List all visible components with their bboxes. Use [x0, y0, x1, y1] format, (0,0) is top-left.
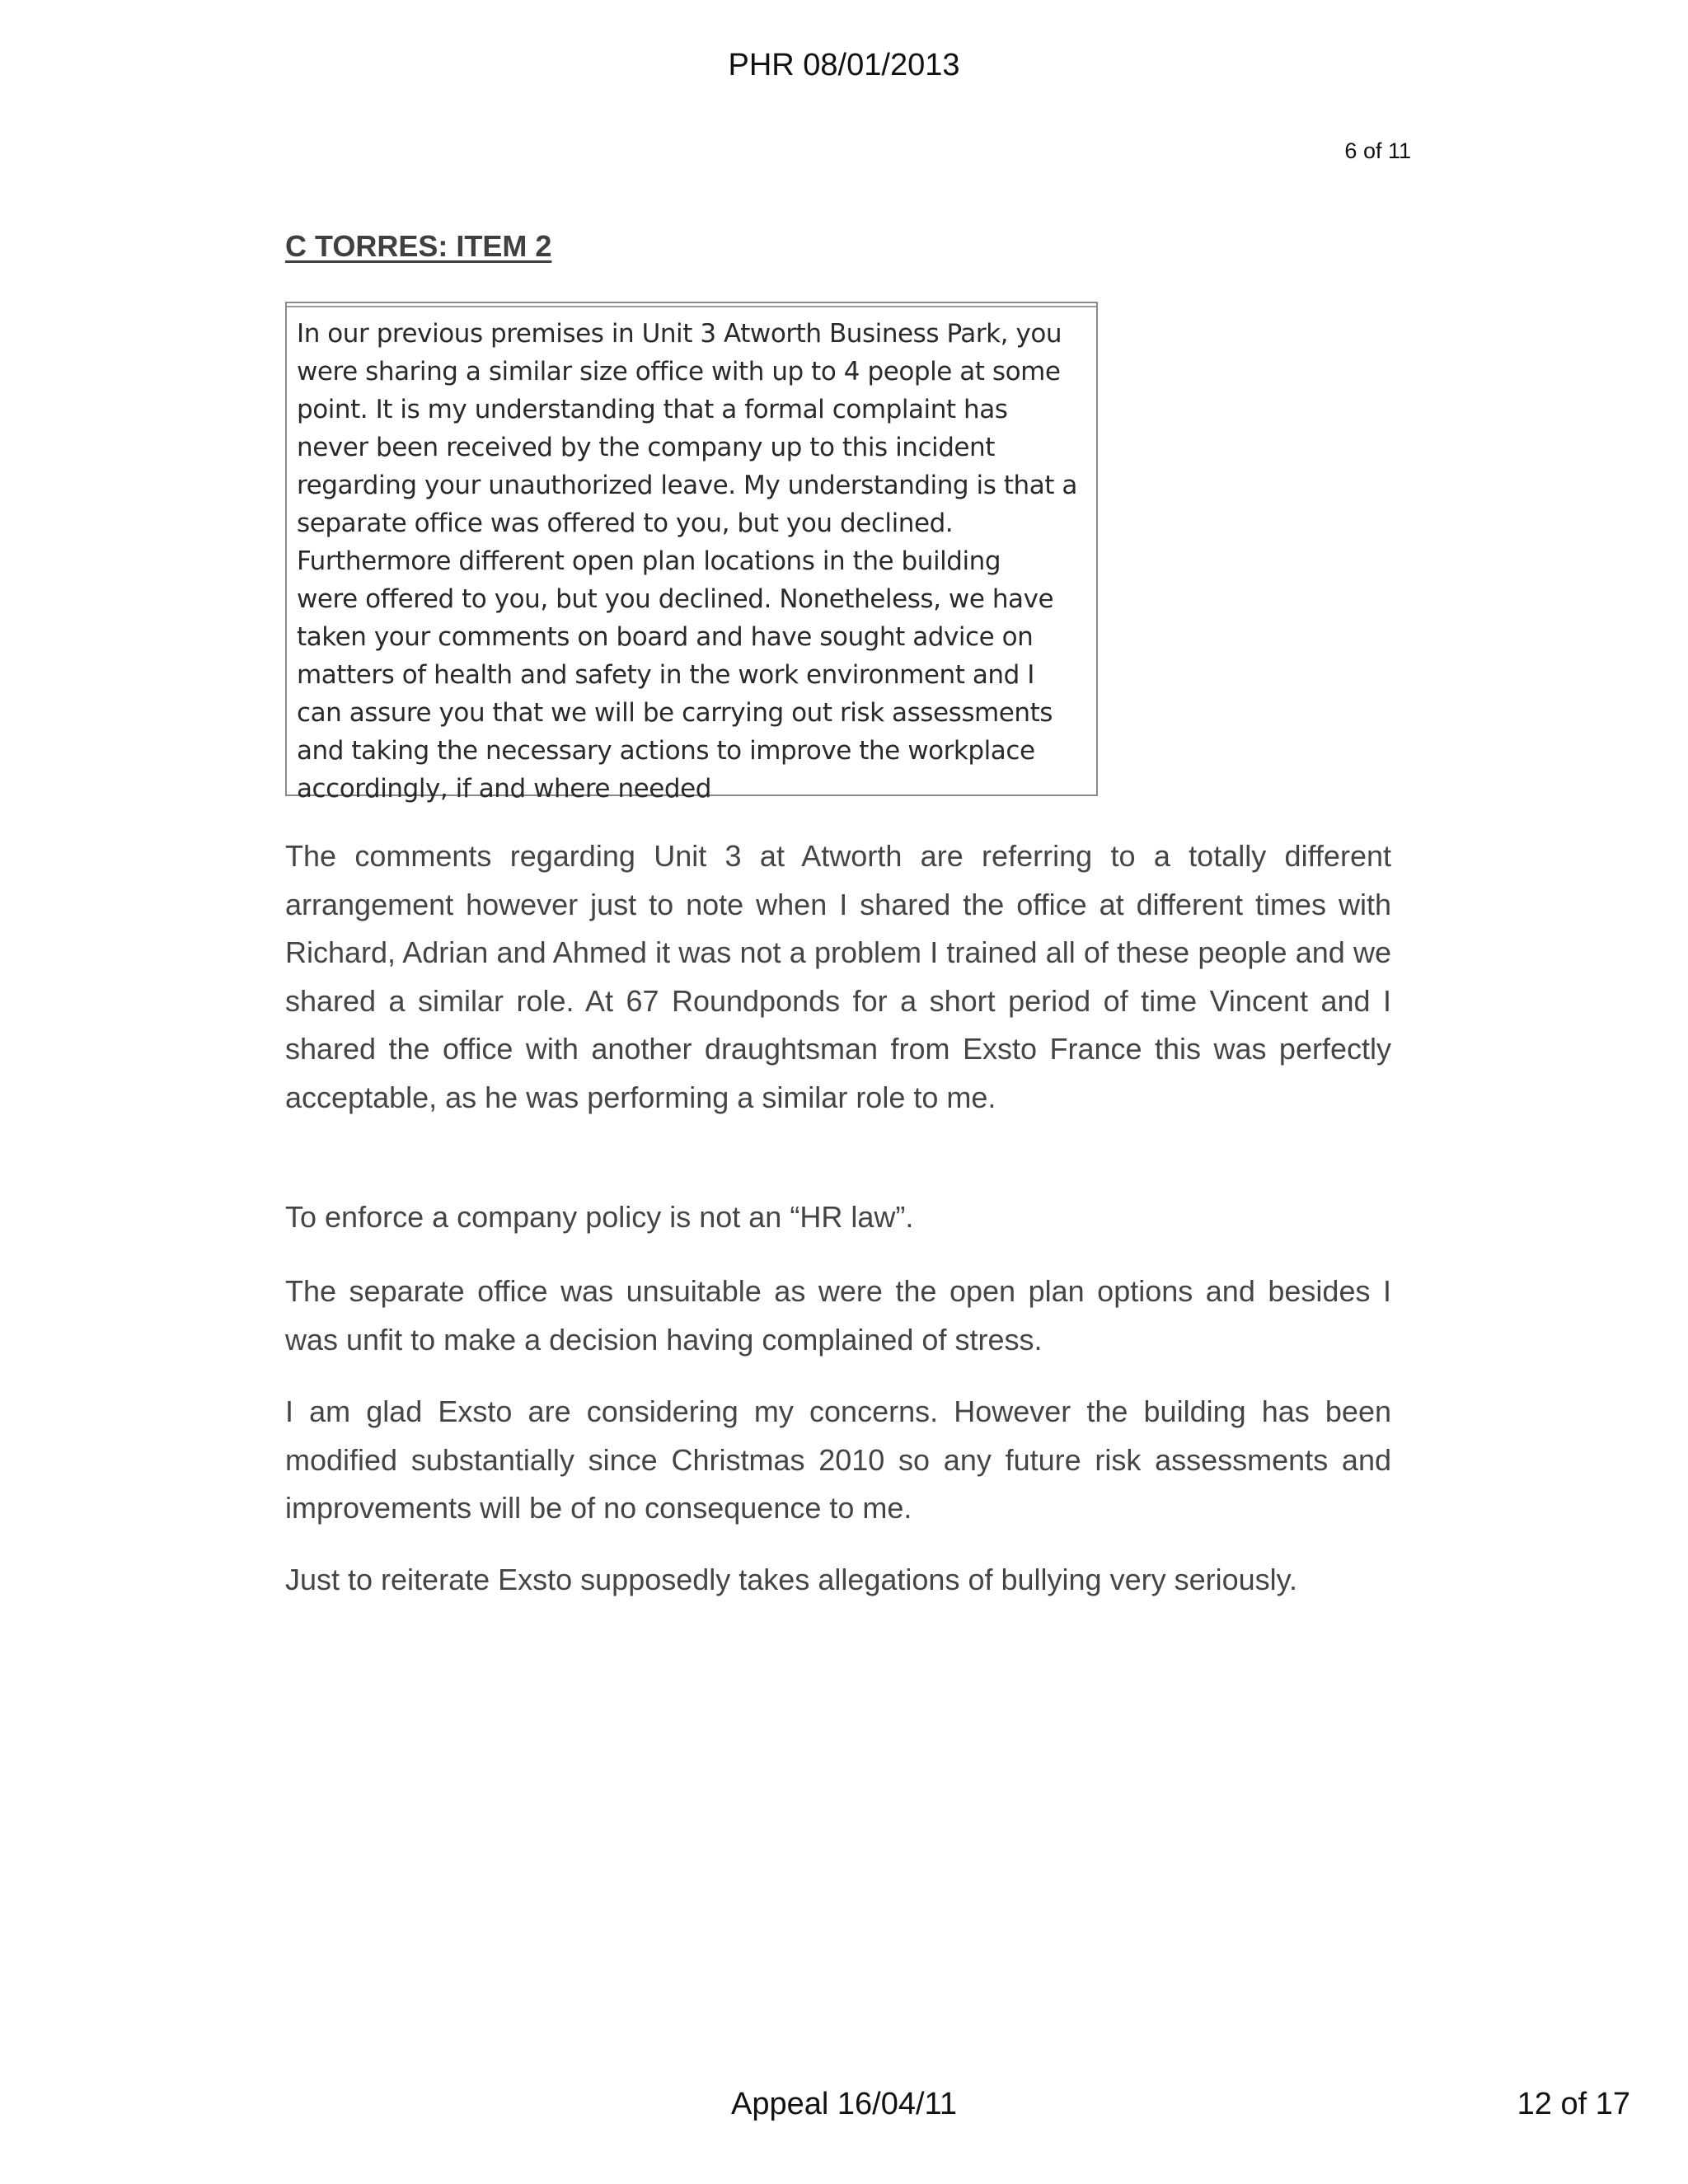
- response-paragraph-4: I am glad Exsto are considering my concerns. However the building has been modified substantially since Christmas 2010 so any future risk assessments and improvements will be of no consequence to me.: [285, 1394, 1391, 1525]
- inner-page-number: 6 of 11: [1344, 138, 1411, 163]
- document-stamp: PHR 08/01/2013: [728, 48, 960, 82]
- footer-page-number: 12 of 17: [1517, 2087, 1630, 2121]
- footer-appeal-stamp: Appeal 16/04/11: [731, 2087, 957, 2121]
- response-paragraph-5: Just to reiterate Exsto supposedly takes allegations of bullying very seriously.: [285, 1563, 1297, 1596]
- response-paragraph-1: The comments regarding Unit 3 at Atworth are referring to a totally different arrangement however just to note when I shared the office at different times with Richard, Adrian and Ahmed it was not a problem I trained all of these people and we shared a similar role. At 67 Roundponds for a short period of time Vincent and I shared the office with another draughtsman from Exsto France this was perfectly acceptable, as he was performing a similar role to me.: [285, 839, 1391, 1114]
- response-paragraph-3: The separate office was unsuitable as were the open plan options and besides I was unfit to make a decision having complained of stress.: [285, 1274, 1391, 1357]
- section-heading: C TORRES: ITEM 2: [285, 229, 552, 263]
- quoted-excerpt-box: [285, 302, 1098, 804]
- quoted-excerpt-text: In our previous premises in Unit 3 Atworth Business Park, you were sharing a similar size office with up to 4 people at some point. It is my understanding that a formal complaint has never been received by the company up to this incident regarding your unauthorized leave. My understanding is that a separate office was offered to you, but you declined. Furthermore different open plan locations in the building were offered to you, but you declined. Nonetheless, we have taken your comments on board and have sought advice on matters of health and safety in the work environment and I can assure you that we will be carrying out risk assessments and taking the necessary actions to improve the workplace accordingly, if and where needed: [297, 319, 1077, 804]
- response-paragraph-2: To enforce a company policy is not an “HR law”.: [285, 1200, 914, 1234]
